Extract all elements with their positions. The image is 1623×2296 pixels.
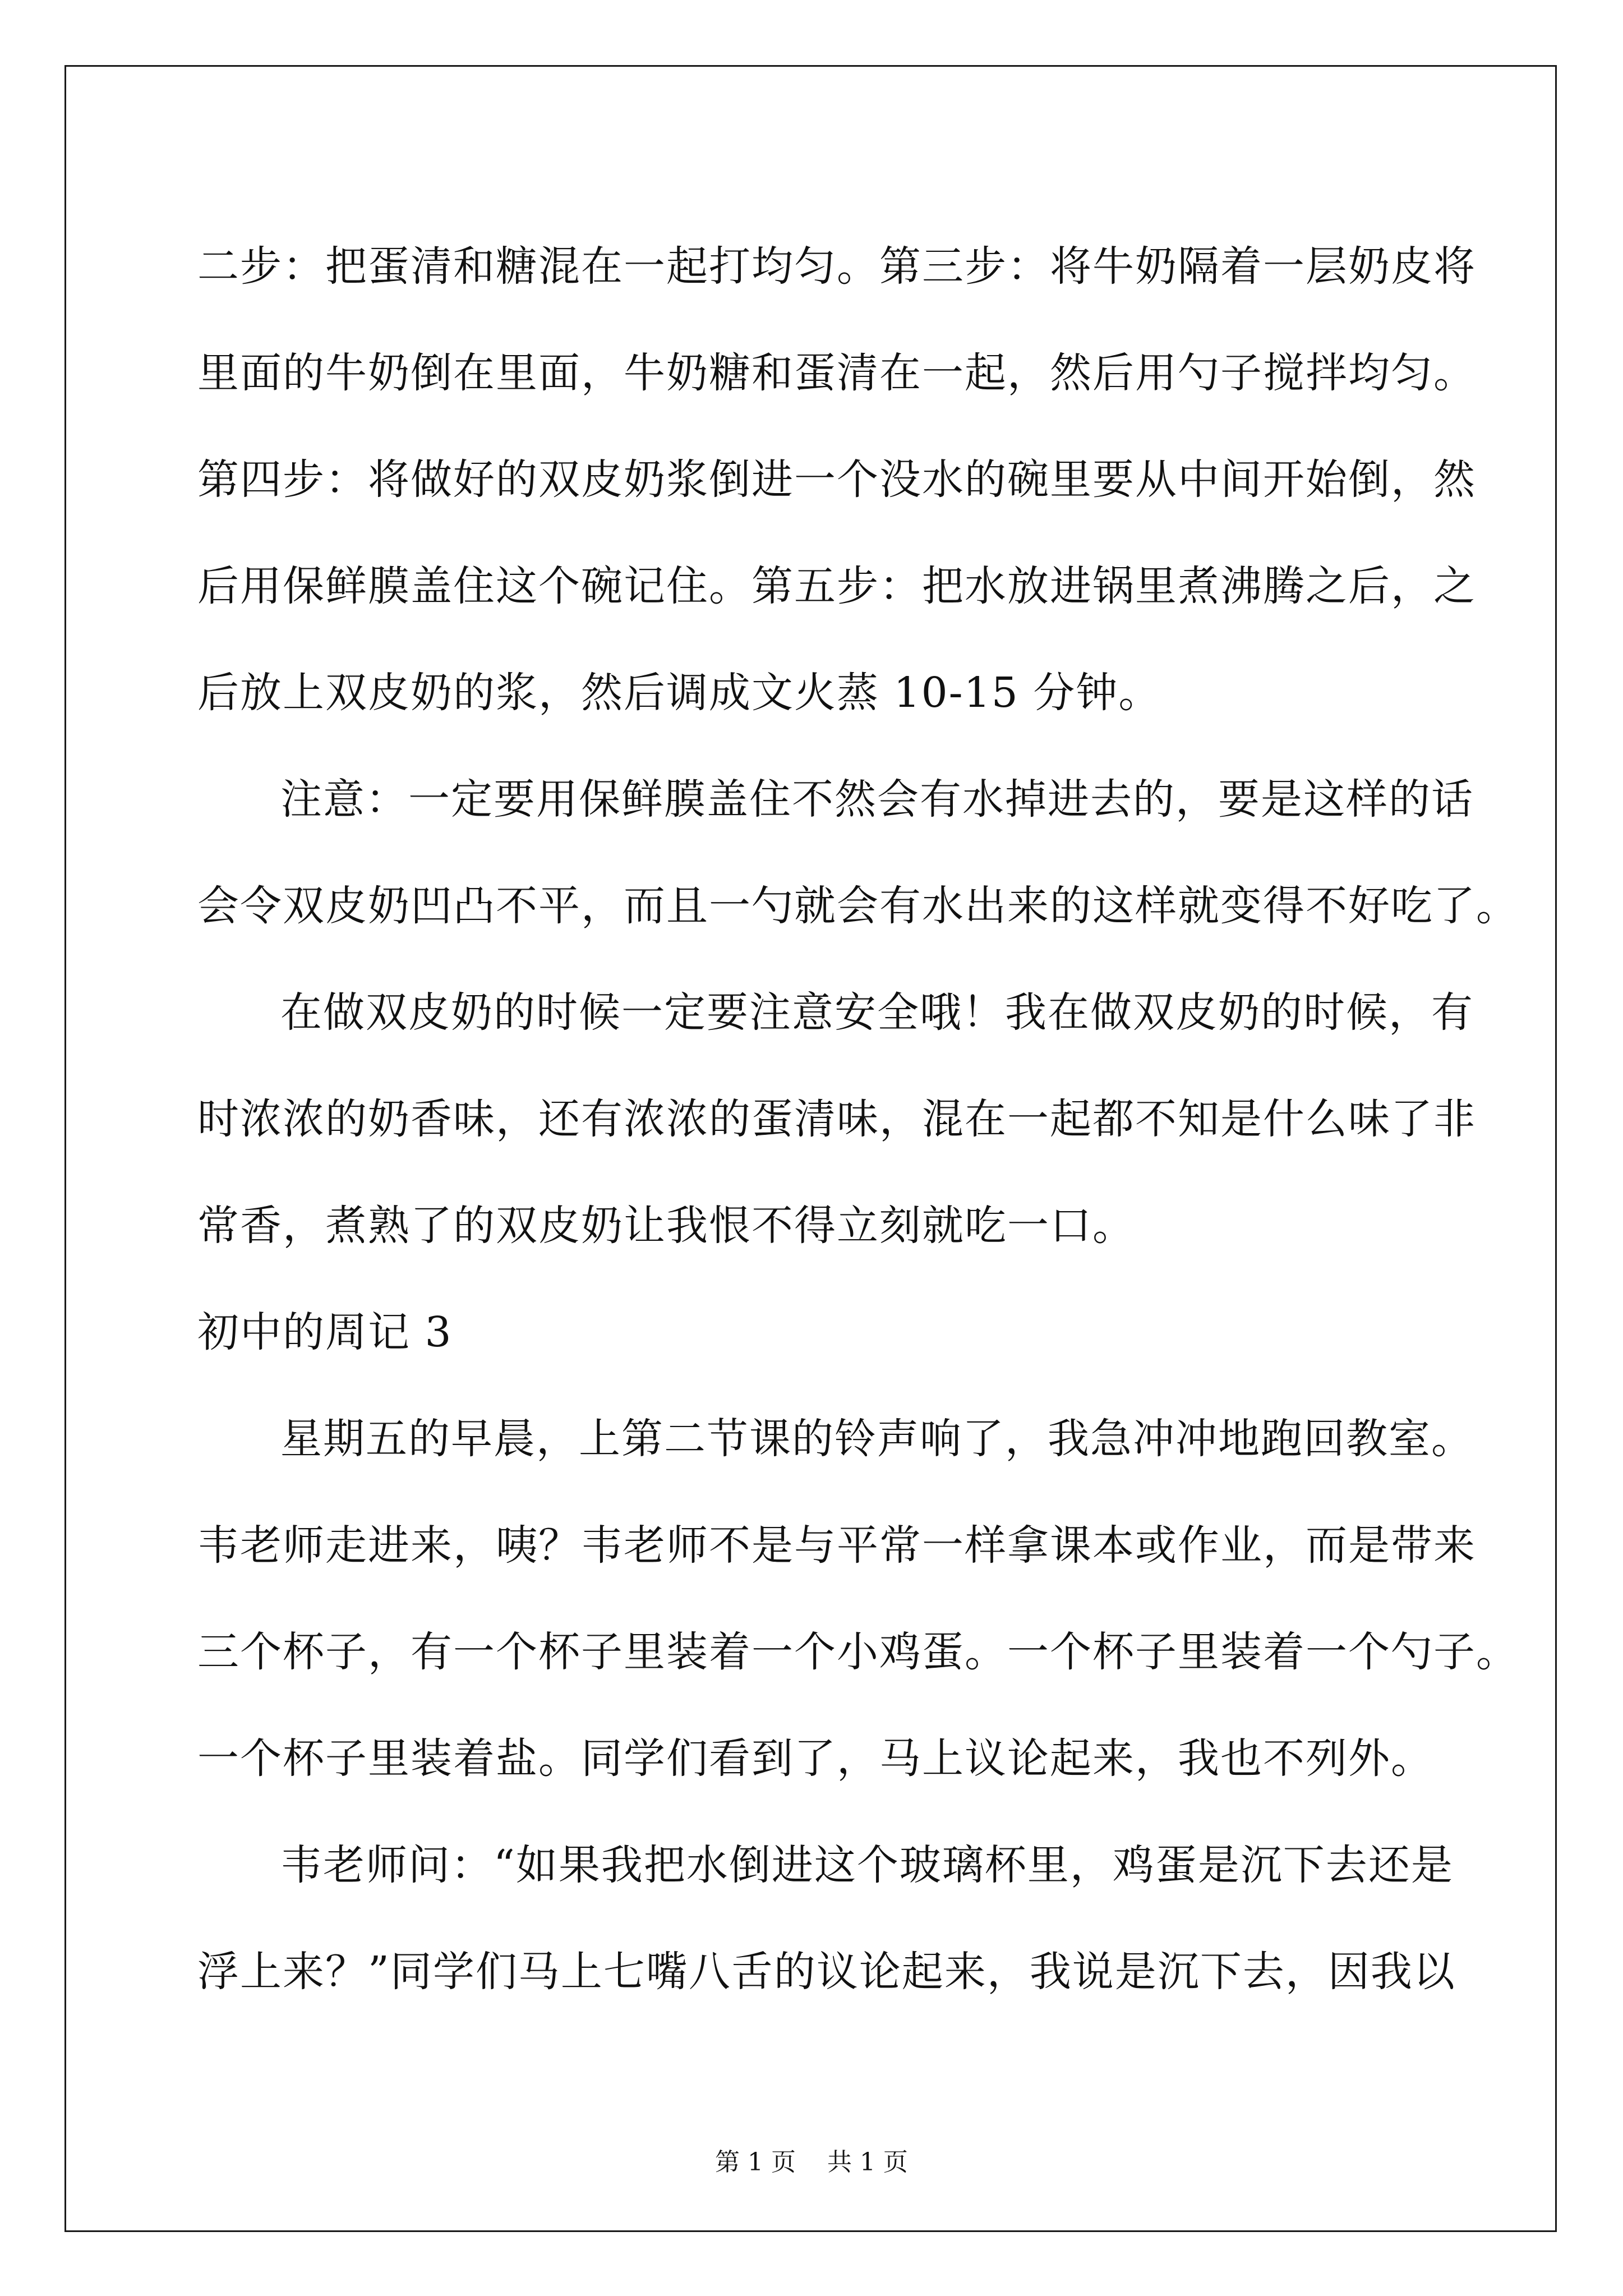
text-line: 韦老师走进来，咦？韦老师不是与平常一样拿课本或作业，而是带来 (197, 1521, 1476, 1570)
text-line: 会令双皮奶凹凸不平，而且一勺就会有水出来的这样就变得不好吃了。 (197, 882, 1519, 930)
paragraph-first-line: 在做双皮奶的时候一定要注意安全哦！我在做双皮奶的时候，有 (280, 988, 1474, 1037)
paragraph-first-line: 星期五的早晨，上第二节课的铃声响了，我急冲冲地跑回教室。 (280, 1415, 1474, 1463)
text-line: 浮上来？”同学们马上七嘴八舌的议论起来，我说是沉下去，因我以 (197, 1948, 1456, 1996)
text-line: 后放上双皮奶的浆，然后调成文火蒸 10-15 分钟。 (197, 669, 1161, 717)
document-body (197, 213, 1519, 2025)
text-line: 一个杯子里装着盐。同学们看到了，马上议论起来，我也不列外。 (197, 1734, 1433, 1783)
section-heading: 初中的周记 3 (197, 1308, 453, 1356)
text-line: 二步：把蛋清和糖混在一起打均匀。第三步：将牛奶隔着一层奶皮将 (197, 242, 1476, 291)
text-line: 三个杯子，有一个杯子里装着一个小鸡蛋。一个杯子里装着一个勺子。 (197, 1628, 1519, 1676)
text-line: 时浓浓的奶香味，还有浓浓的蛋清味，混在一起都不知是什么味了非 (197, 1095, 1476, 1143)
paragraph-first-line: 韦老师问：“如果我把水倒进这个玻璃杯里，鸡蛋是沉下去还是 (280, 1841, 1454, 1889)
page-number-footer: 第 1 页 共 1 页 (715, 2148, 908, 2177)
text-line: 后用保鲜膜盖住这个碗记住。第五步：把水放进锅里煮沸腾之后，之 (197, 562, 1476, 610)
text-line: 里面的牛奶倒在里面，牛奶糖和蛋清在一起，然后用勺子搅拌均匀。 (197, 349, 1476, 397)
text-line: 常香，煮熟了的双皮奶让我恨不得立刻就吃一口。 (197, 1202, 1135, 1250)
paragraph-first-line: 注意：一定要用保鲜膜盖住不然会有水掉进去的，要是这样的话 (280, 775, 1474, 823)
text-line: 第四步：将做好的双皮奶浆倒进一个没水的碗里要从中间开始倒，然 (197, 455, 1476, 504)
